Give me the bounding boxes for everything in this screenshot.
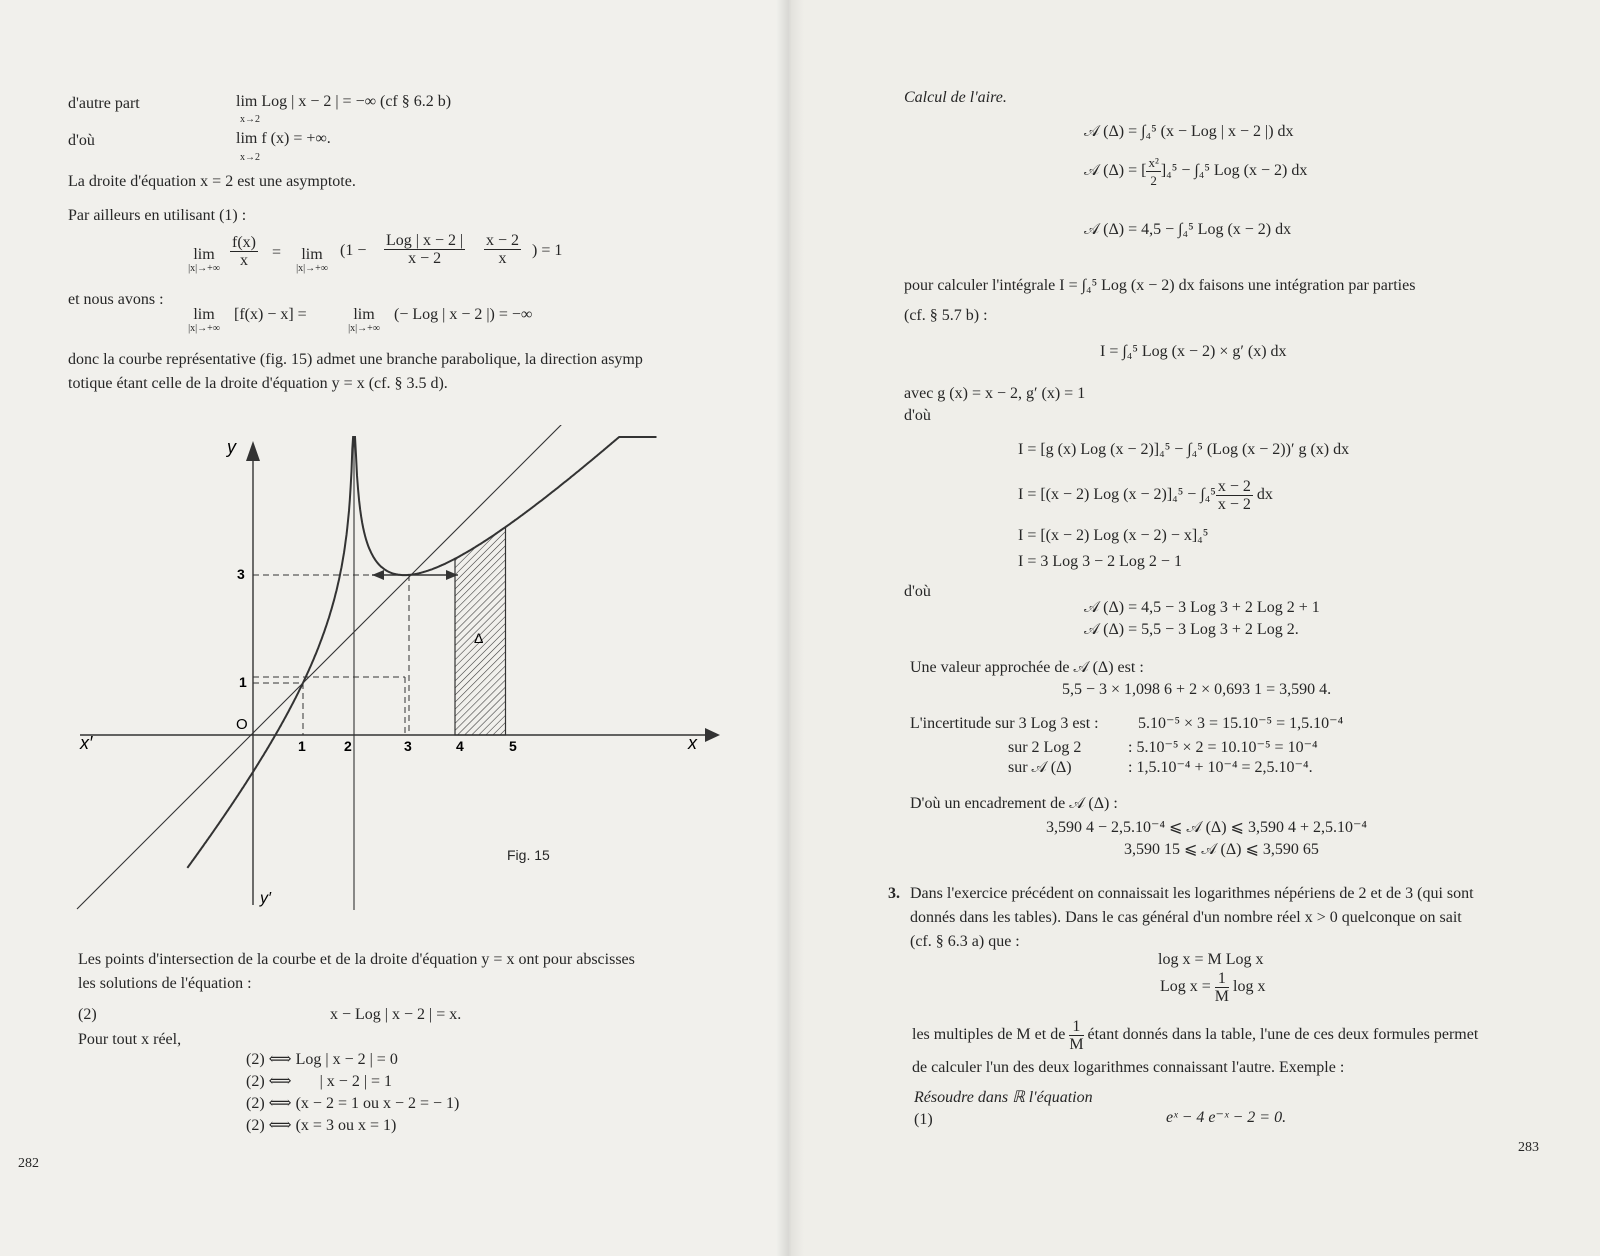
math-line: : 1,5.10⁻⁴ + 10⁻⁴ = 2,5.10⁻⁴. (1128, 759, 1313, 776)
text-line: sur 𝒜 (Δ) (1008, 759, 1072, 776)
lim: lim (353, 306, 375, 323)
math-line: 5,5 − 3 × 1,098 6 + 2 × 0,693 1 = 3,590 4. (1062, 681, 1332, 698)
text-line: les solutions de l'équation : (78, 975, 252, 992)
text-line: L'incertitude sur 3 Log 3 est : (910, 715, 1099, 732)
y-tick-3: 3 (237, 566, 245, 582)
limit-body: [f(x) − x] = (234, 306, 307, 323)
fraction-denominator: M (1069, 1036, 1084, 1053)
text-part: étant donnés dans la table, l'une de ces deux formules permet (1087, 1026, 1479, 1044)
text-line: La droite d'équation x = 2 est une asymptote. (68, 173, 356, 190)
x-axis-label: x (688, 733, 697, 753)
fraction-denominator: x (498, 250, 507, 267)
text-line: Par ailleurs en utilisant (1) : (68, 207, 247, 224)
lim-sub: |x|→+∞ (188, 323, 220, 334)
x-tick-1: 1 (298, 738, 306, 754)
lim: lim (301, 246, 323, 263)
math-line: 3,590 4 − 2,5.10⁻⁴ ⩽ 𝒜 (Δ) ⩽ 3,590 4 + 2,5.10⁻⁴ (1046, 819, 1367, 836)
math-line (1160, 970, 1265, 1005)
book-gutter (776, 0, 804, 1256)
text-line: d'autre part (68, 95, 140, 112)
math-part: 𝒜 (Δ) = [ (1084, 162, 1147, 180)
limit-equation (180, 226, 600, 286)
fraction-denominator: x − 2 (408, 250, 442, 267)
y-tick-1: 1 (239, 674, 247, 690)
text-line: D'où un encadrement de 𝒜 (Δ) : (910, 795, 1118, 812)
math-part: I = [(x − 2) Log (x − 2)]₄⁵ − ∫₄⁵ (1018, 486, 1216, 504)
equivalence-line: (2) ⟺ | x − 2 | = 1 (246, 1073, 393, 1090)
lim-sub: |x|→+∞ (188, 263, 220, 274)
text-line: Pour tout x réel, (78, 1031, 182, 1048)
lim: lim (193, 306, 215, 323)
equation-number: (2) (78, 1006, 97, 1023)
fraction-numerator: x² (1148, 155, 1159, 170)
equals: = (272, 244, 282, 261)
math-line: eˣ − 4 e⁻ˣ − 2 = 0. (1166, 1109, 1287, 1126)
math-line: 3,590 15 ⩽ 𝒜 (Δ) ⩽ 3,590 65 (1124, 841, 1319, 858)
math-line: : 5.10⁻⁵ × 2 = 10.10⁻⁵ = 10⁻⁴ (1128, 739, 1318, 756)
tangent-arrow-head-left (372, 570, 384, 580)
limit-subscript: x→2 (240, 152, 260, 163)
math-line (1018, 478, 1273, 513)
text-line: et nous avons : (68, 291, 164, 308)
text-line: totique étant celle de la droite d'équation y = x (cf. § 3.5 d). (68, 375, 448, 392)
text-line: (cf. § 5.7 b) : (904, 307, 988, 324)
text-line: Dans l'exercice précédent on connaissait les logarithmes népériens de 2 et de 3 (qui sont (910, 885, 1474, 902)
text-line: avec g (x) = x − 2, g′ (x) = 1 (904, 385, 1086, 402)
text-line: d'où (904, 407, 931, 424)
math-line: I = ∫₄⁵ Log (x − 2) × g′ (x) dx (1100, 343, 1287, 360)
math-line: I = [g (x) Log (x − 2)]₄⁵ − ∫₄⁵ (Log (x − 2))′ g (x) dx (1018, 441, 1350, 458)
curve-branch-left (187, 437, 354, 868)
x-axis-arrow (705, 728, 720, 742)
page-number-left: 282 (18, 1156, 39, 1171)
math-part: dx (1256, 486, 1273, 504)
math-line: 𝒜 (Δ) = 4,5 − ∫₄⁵ Log (x − 2) dx (1084, 221, 1292, 238)
page-number-right: 283 (1518, 1140, 1539, 1155)
fraction-denominator: x − 2 (1217, 496, 1251, 513)
fraction-numerator: 1 (1069, 1018, 1083, 1036)
paren-close: ) = 1 (532, 242, 563, 259)
y-axis-arrow (246, 441, 260, 461)
x-tick-2: 2 (344, 738, 352, 754)
math-line: 5.10⁻⁵ × 3 = 15.10⁻⁵ = 1,5.10⁻⁴ (1138, 715, 1344, 732)
text-line: (cf. § 6.3 a) que : (910, 933, 1020, 950)
math-part: ]₄⁵ − ∫₄⁵ Log (x − 2) dx (1160, 162, 1308, 180)
equivalence-line: (2) ⟺ (x = 3 ou x = 1) (246, 1117, 397, 1134)
text-line: Résoudre dans ℝ l'équation (914, 1089, 1093, 1106)
fraction-denominator: M (1214, 988, 1230, 1005)
exercise-number: 3. (888, 885, 900, 902)
paren-open: (1 − (340, 242, 367, 259)
math-line: 𝒜 (Δ) = 5,5 − 3 Log 3 + 2 Log 2. (1084, 621, 1299, 638)
x-tick-5: 5 (509, 738, 517, 754)
x-prime-label: x′ (80, 733, 93, 753)
lim-sub: |x|→+∞ (296, 263, 328, 274)
math-line: I = [(x − 2) Log (x − 2) − x]₄⁵ (1018, 527, 1209, 544)
text-line (912, 1018, 1478, 1053)
y-prime-label: y′ (260, 890, 271, 907)
fraction-numerator: x − 2 (486, 232, 520, 249)
fraction-numerator: f(x) (232, 234, 256, 251)
fraction-denominator: 2 (1150, 173, 1157, 188)
area-label: Δ (474, 630, 484, 646)
equivalence-line: (2) ⟺ Log | x − 2 | = 0 (246, 1051, 398, 1068)
fraction-numerator: x − 2 (1217, 478, 1251, 495)
origin-label: O (236, 716, 248, 733)
fraction-numerator: Log | x − 2 | (386, 232, 464, 249)
line-y-equals-x (77, 425, 610, 909)
text-line: Une valeur approchée de 𝒜 (Δ) est : (910, 659, 1144, 676)
equation-number: (1) (914, 1111, 933, 1128)
lim-sub: |x|→+∞ (348, 323, 380, 334)
x-tick-3: 3 (404, 738, 412, 754)
limit-subscript: x→2 (240, 114, 260, 125)
text-line: pour calculer l'intégrale I = ∫₄⁵ Log (x − 2) dx faisons une intégration par parties (904, 277, 1416, 294)
text-line: d'où (68, 132, 95, 149)
section-title: Calcul de l'aire. (904, 89, 1007, 106)
lim: lim (193, 246, 215, 263)
math-line (1084, 154, 1307, 189)
fraction-denominator: x (239, 252, 248, 269)
math-line: 𝒜 (Δ) = ∫₄⁵ (x − Log | x − 2 |) dx (1084, 123, 1294, 140)
math-line: x − Log | x − 2 | = x. (330, 1006, 462, 1023)
figure-caption: Fig. 15 (507, 847, 550, 863)
math-line: log x = M Log x (1158, 951, 1264, 968)
text-line: donc la courbe représentative (fig. 15) admet une branche parabolique, la direction asymp (68, 351, 643, 368)
math-line: I = 3 Log 3 − 2 Log 2 − 1 (1018, 553, 1182, 570)
math-part: Log x = (1160, 978, 1211, 996)
text-line: d'où (904, 583, 931, 600)
fraction-numerator: 1 (1215, 970, 1229, 988)
math-line: 𝒜 (Δ) = 4,5 − 3 Log 3 + 2 Log 2 + 1 (1084, 599, 1320, 616)
equivalence-line: (2) ⟺ (x − 2 = 1 ou x − 2 = − 1) (246, 1095, 460, 1112)
text-line: donnés dans les tables). Dans le cas général d'un nombre réel x > 0 quelconque on sait (910, 909, 1462, 926)
text-line: sur 2 Log 2 (1008, 739, 1082, 756)
y-axis-label: y (227, 437, 236, 457)
math-part: log x (1233, 978, 1266, 996)
math-line: lim Log | x − 2 | = −∞ (cf § 6.2 b) (236, 93, 452, 110)
x-tick-4: 4 (456, 738, 464, 754)
limit-equation-2 (180, 306, 600, 342)
text-line: Les points d'intersection de la courbe et de la droite d'équation y = x ont pour abscisses (78, 951, 635, 968)
limit-body: (− Log | x − 2 |) = −∞ (394, 306, 533, 323)
math-line: lim f (x) = +∞. (236, 130, 331, 147)
text-part: les multiples de M et de (912, 1026, 1066, 1044)
figure-15 (60, 425, 730, 930)
text-line: de calculer l'un des deux logarithmes connaissant l'autre. Exemple : (912, 1059, 1345, 1076)
